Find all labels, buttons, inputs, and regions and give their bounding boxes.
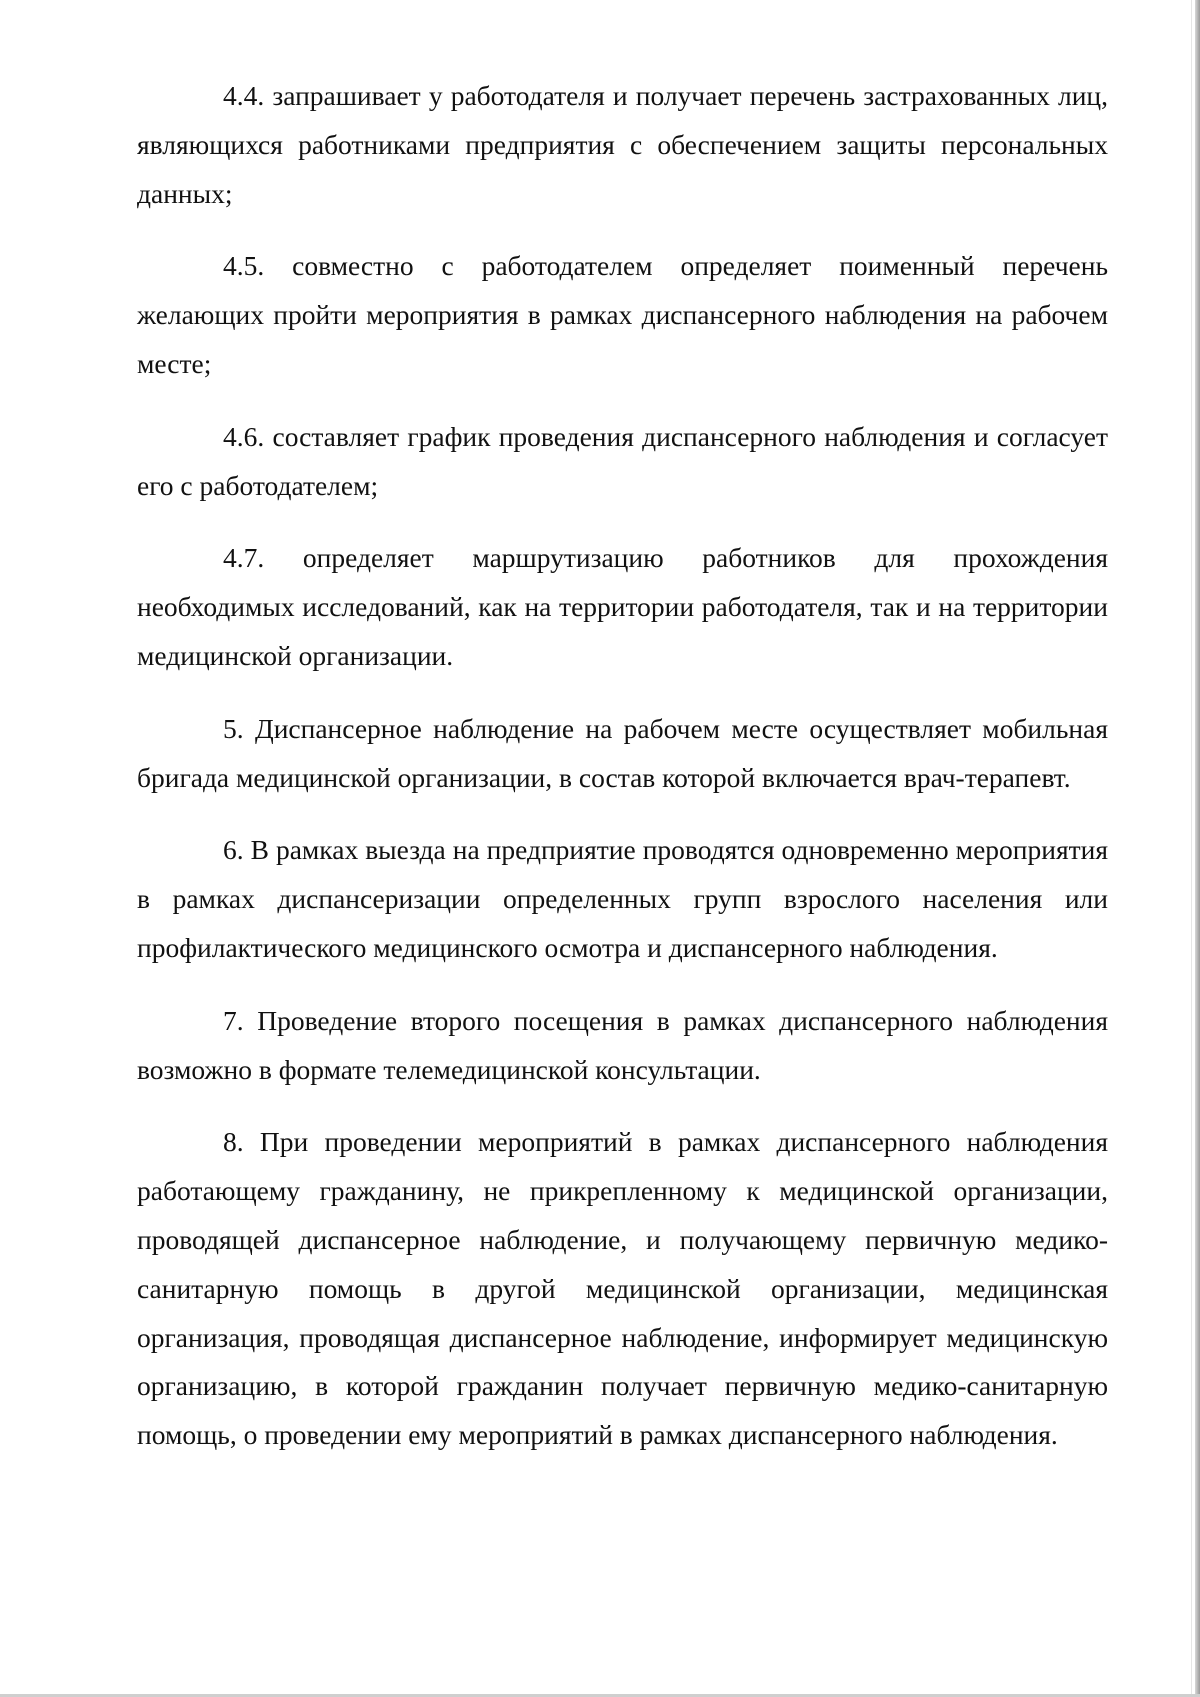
paragraph-4-5: 4.5. совместно с работодателем определяет поименный перечень желающих пройти мероприятия в рамках диспансерного наблюдения на рабочем месте; (137, 250, 1108, 379)
scan-edge-line (1191, 0, 1192, 1697)
document-body (137, 72, 1108, 1484)
paragraph-4-6: 4.6. составляет график проведения диспансерного наблюдения и согласует его с работодателем; (137, 420, 1108, 501)
paragraph-7: 7. Проведение второго посещения в рамках диспансерного наблюдения возможно в формате телемедицинской консультации. (137, 1004, 1108, 1085)
paragraph-8: 8. При проведении мероприятий в рамках диспансерного наблюдения работающему гражданину, не прикрепленному к медицинской организации, проводящей диспансерное наблюдение, и получающему первичную медико-санитарную помощь в другой медицинской организации, медицинская организация, проводящая диспансерное наблюдение, информирует медицинскую организацию, в которой гражданин получает первичную медико-санитарную помощь, о проведении ему мероприятий в рамках диспансерного наблюдения. (137, 1126, 1108, 1451)
paragraph-4-4: 4.4. запрашивает у работодателя и получает перечень застрахованных лиц, являющихся работниками предприятия с обеспечением защиты персональных данных; (137, 80, 1108, 209)
paragraph-5: 5. Диспансерное наблюдение на рабочем месте осуществляет мобильная бригада медицинской организации, в состав которой включается врач-терапевт. (137, 712, 1108, 793)
paragraph-4-7: 4.7. определяет маршрутизацию работников для прохождения необходимых исследований, как на территории работодателя, так и на территории медицинской организации. (137, 542, 1108, 671)
paragraph-6: 6. В рамках выезда на предприятие проводятся одновременно мероприятия в рамках диспансеризации определенных групп взрослого населения или профилактического медицинского осмотра и диспансерного наблюдения. (137, 834, 1108, 963)
scan-edge-shadow (1195, 0, 1200, 1697)
